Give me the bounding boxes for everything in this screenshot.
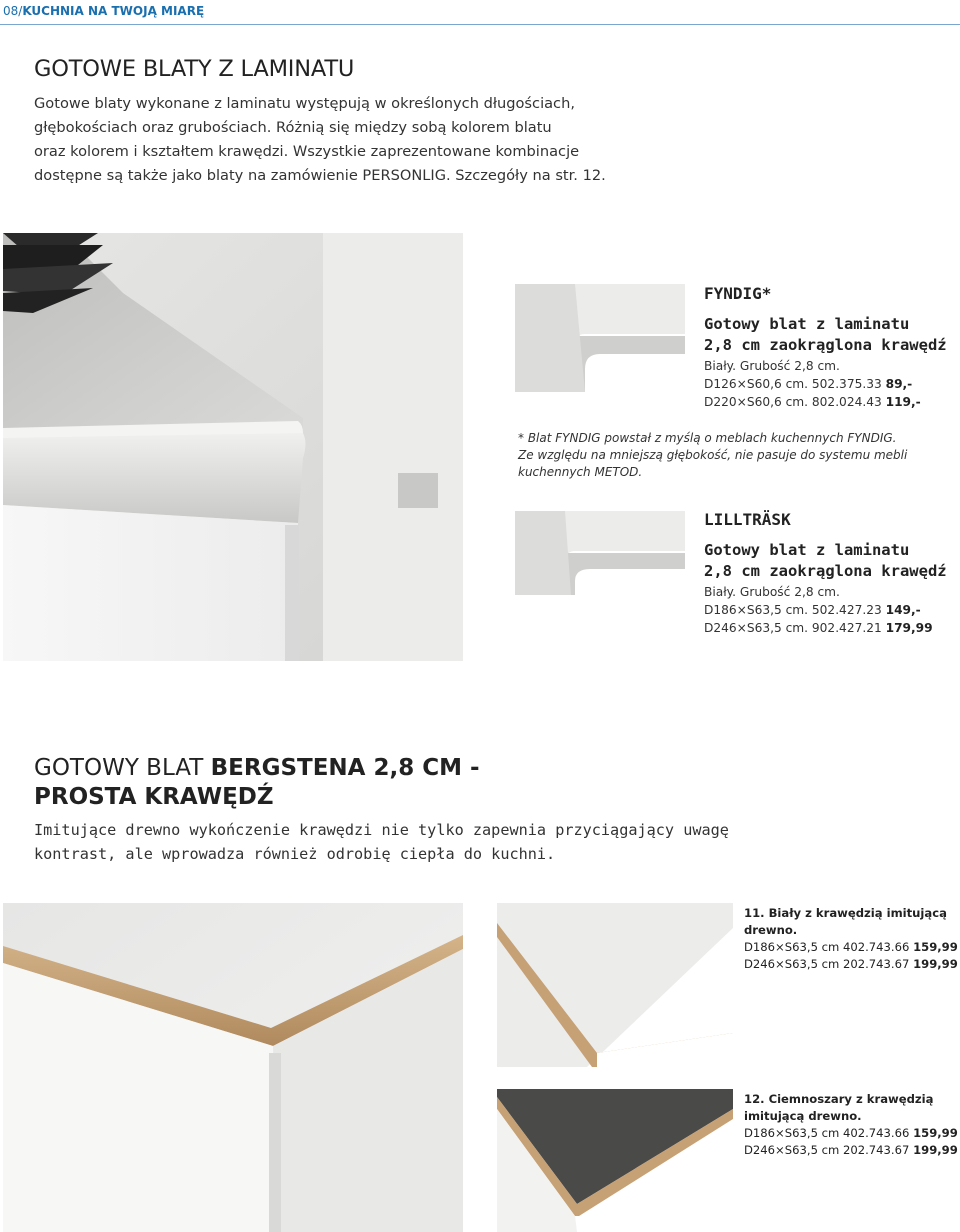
fyndig-subtitle-1: Gotowy blat z laminatu — [704, 315, 910, 333]
lilltrask-color-thickness: Biały. Grubość 2,8 cm. — [704, 585, 840, 599]
price: 159,99 — [913, 1126, 958, 1140]
section-name: KUCHNIA NA TWOJĄ MIARĘ — [22, 4, 205, 18]
lilltrask-size-row — [704, 619, 933, 637]
variant-size-row — [744, 939, 958, 956]
price: 179,99 — [885, 621, 933, 635]
fyndig-size-row — [704, 375, 912, 393]
worktop-photo-wood-edge — [3, 903, 463, 1232]
lilltrask-subtitle-2: 2,8 cm zaokrąglona krawędź — [704, 562, 947, 580]
section1-intro — [34, 92, 674, 188]
size-code: D186×S63,5 cm 402.743.66 — [744, 940, 910, 954]
size-code: D246×S63,5 cm. 902.427.21 — [704, 621, 882, 635]
price: 199,99 — [913, 957, 958, 971]
size-code: D246×S63,5 cm 202.743.67 — [744, 1143, 910, 1157]
size-code: D186×S63,5 cm. 502.427.23 — [704, 603, 882, 617]
fyndig-note — [518, 430, 907, 481]
price: 89,- — [885, 377, 913, 391]
variant-white — [744, 905, 958, 973]
intro-line: oraz kolorem i kształtem krawędzi. Wszystkie zaprezentowane kombinacje — [34, 143, 580, 160]
lilltrask-name: LILLTRÄSK — [704, 510, 791, 529]
price: 119,- — [885, 395, 921, 409]
variant-title: imitującą drewno. — [744, 1109, 862, 1123]
variant-darkgrey — [744, 1091, 958, 1159]
lilltrask-photo — [515, 511, 685, 595]
title-bold: BERGSTENA 2,8 CM - — [210, 755, 480, 781]
size-code: D186×S63,5 cm 402.743.66 — [744, 1126, 910, 1140]
intro-line: Imitujące drewno wykończenie krawędzi nie tylko zapewnia przyciągający uwagę — [34, 821, 729, 839]
page-number: 08/ — [3, 4, 23, 18]
title-bold: PROSTA KRAWĘDŹ — [34, 784, 274, 810]
size-code: D220×S60,6 cm. 802.024.43 — [704, 395, 882, 409]
fyndig-size-row — [704, 393, 921, 411]
section2-title — [34, 754, 480, 812]
fyndig-subtitle-2: 2,8 cm zaokrąglona krawędź — [704, 336, 947, 354]
intro-line: dostępne są także jako blaty na zamówienie PERSONLIG. Szczegóły na str. 12. — [34, 167, 606, 184]
variant-size-row — [744, 1142, 958, 1159]
variant-size-row — [744, 1125, 958, 1142]
variant-title: 11. Biały z krawędzią imitującą — [744, 906, 947, 920]
size-code: D246×S63,5 cm 202.743.67 — [744, 957, 910, 971]
intro-line: Gotowe blaty wykonane z laminatu występują w określonych długościach, — [34, 95, 575, 112]
variant-darkgrey-photo — [497, 1089, 733, 1232]
note-line: * Blat FYNDIG powstał z myślą o meblach kuchennych FYNDIG. — [518, 431, 897, 445]
price: 199,99 — [913, 1143, 958, 1157]
variant-size-row — [744, 956, 958, 973]
variant-white-photo — [497, 903, 733, 1067]
intro-line: kontrast, ale wprowadza również odrobię ciepła do kuchni. — [34, 845, 556, 863]
variant-title: 12. Ciemnoszary z krawędzią — [744, 1092, 934, 1106]
page-header — [0, 0, 960, 30]
lilltrask-size-row — [704, 601, 921, 619]
price: 159,99 — [913, 940, 958, 954]
intro-line: głębokościach oraz grubościach. Różnią się między sobą kolorem blatu — [34, 119, 552, 136]
section2-intro — [34, 818, 729, 866]
fyndig-name: FYNDIG* — [704, 284, 772, 303]
page-label — [3, 4, 204, 18]
note-line: kuchennych METOD. — [518, 465, 643, 479]
note-line: Ze względu na mniejszą głębokość, nie pasuje do systemu mebli — [518, 448, 908, 462]
fyndig-color-thickness: Biały. Grubość 2,8 cm. — [704, 359, 840, 373]
variant-title: drewno. — [744, 923, 798, 937]
lilltrask-subtitle-1: Gotowy blat z laminatu — [704, 541, 910, 559]
title-normal: GOTOWY BLAT — [34, 755, 204, 781]
size-code: D126×S60,6 cm. 502.375.33 — [704, 377, 882, 391]
section1-title: GOTOWE BLATY Z LAMINATU — [34, 56, 355, 82]
price: 149,- — [885, 603, 921, 617]
worktop-photo-rounded — [3, 233, 463, 661]
header-rule — [0, 24, 960, 25]
fyndig-photo — [515, 284, 685, 392]
